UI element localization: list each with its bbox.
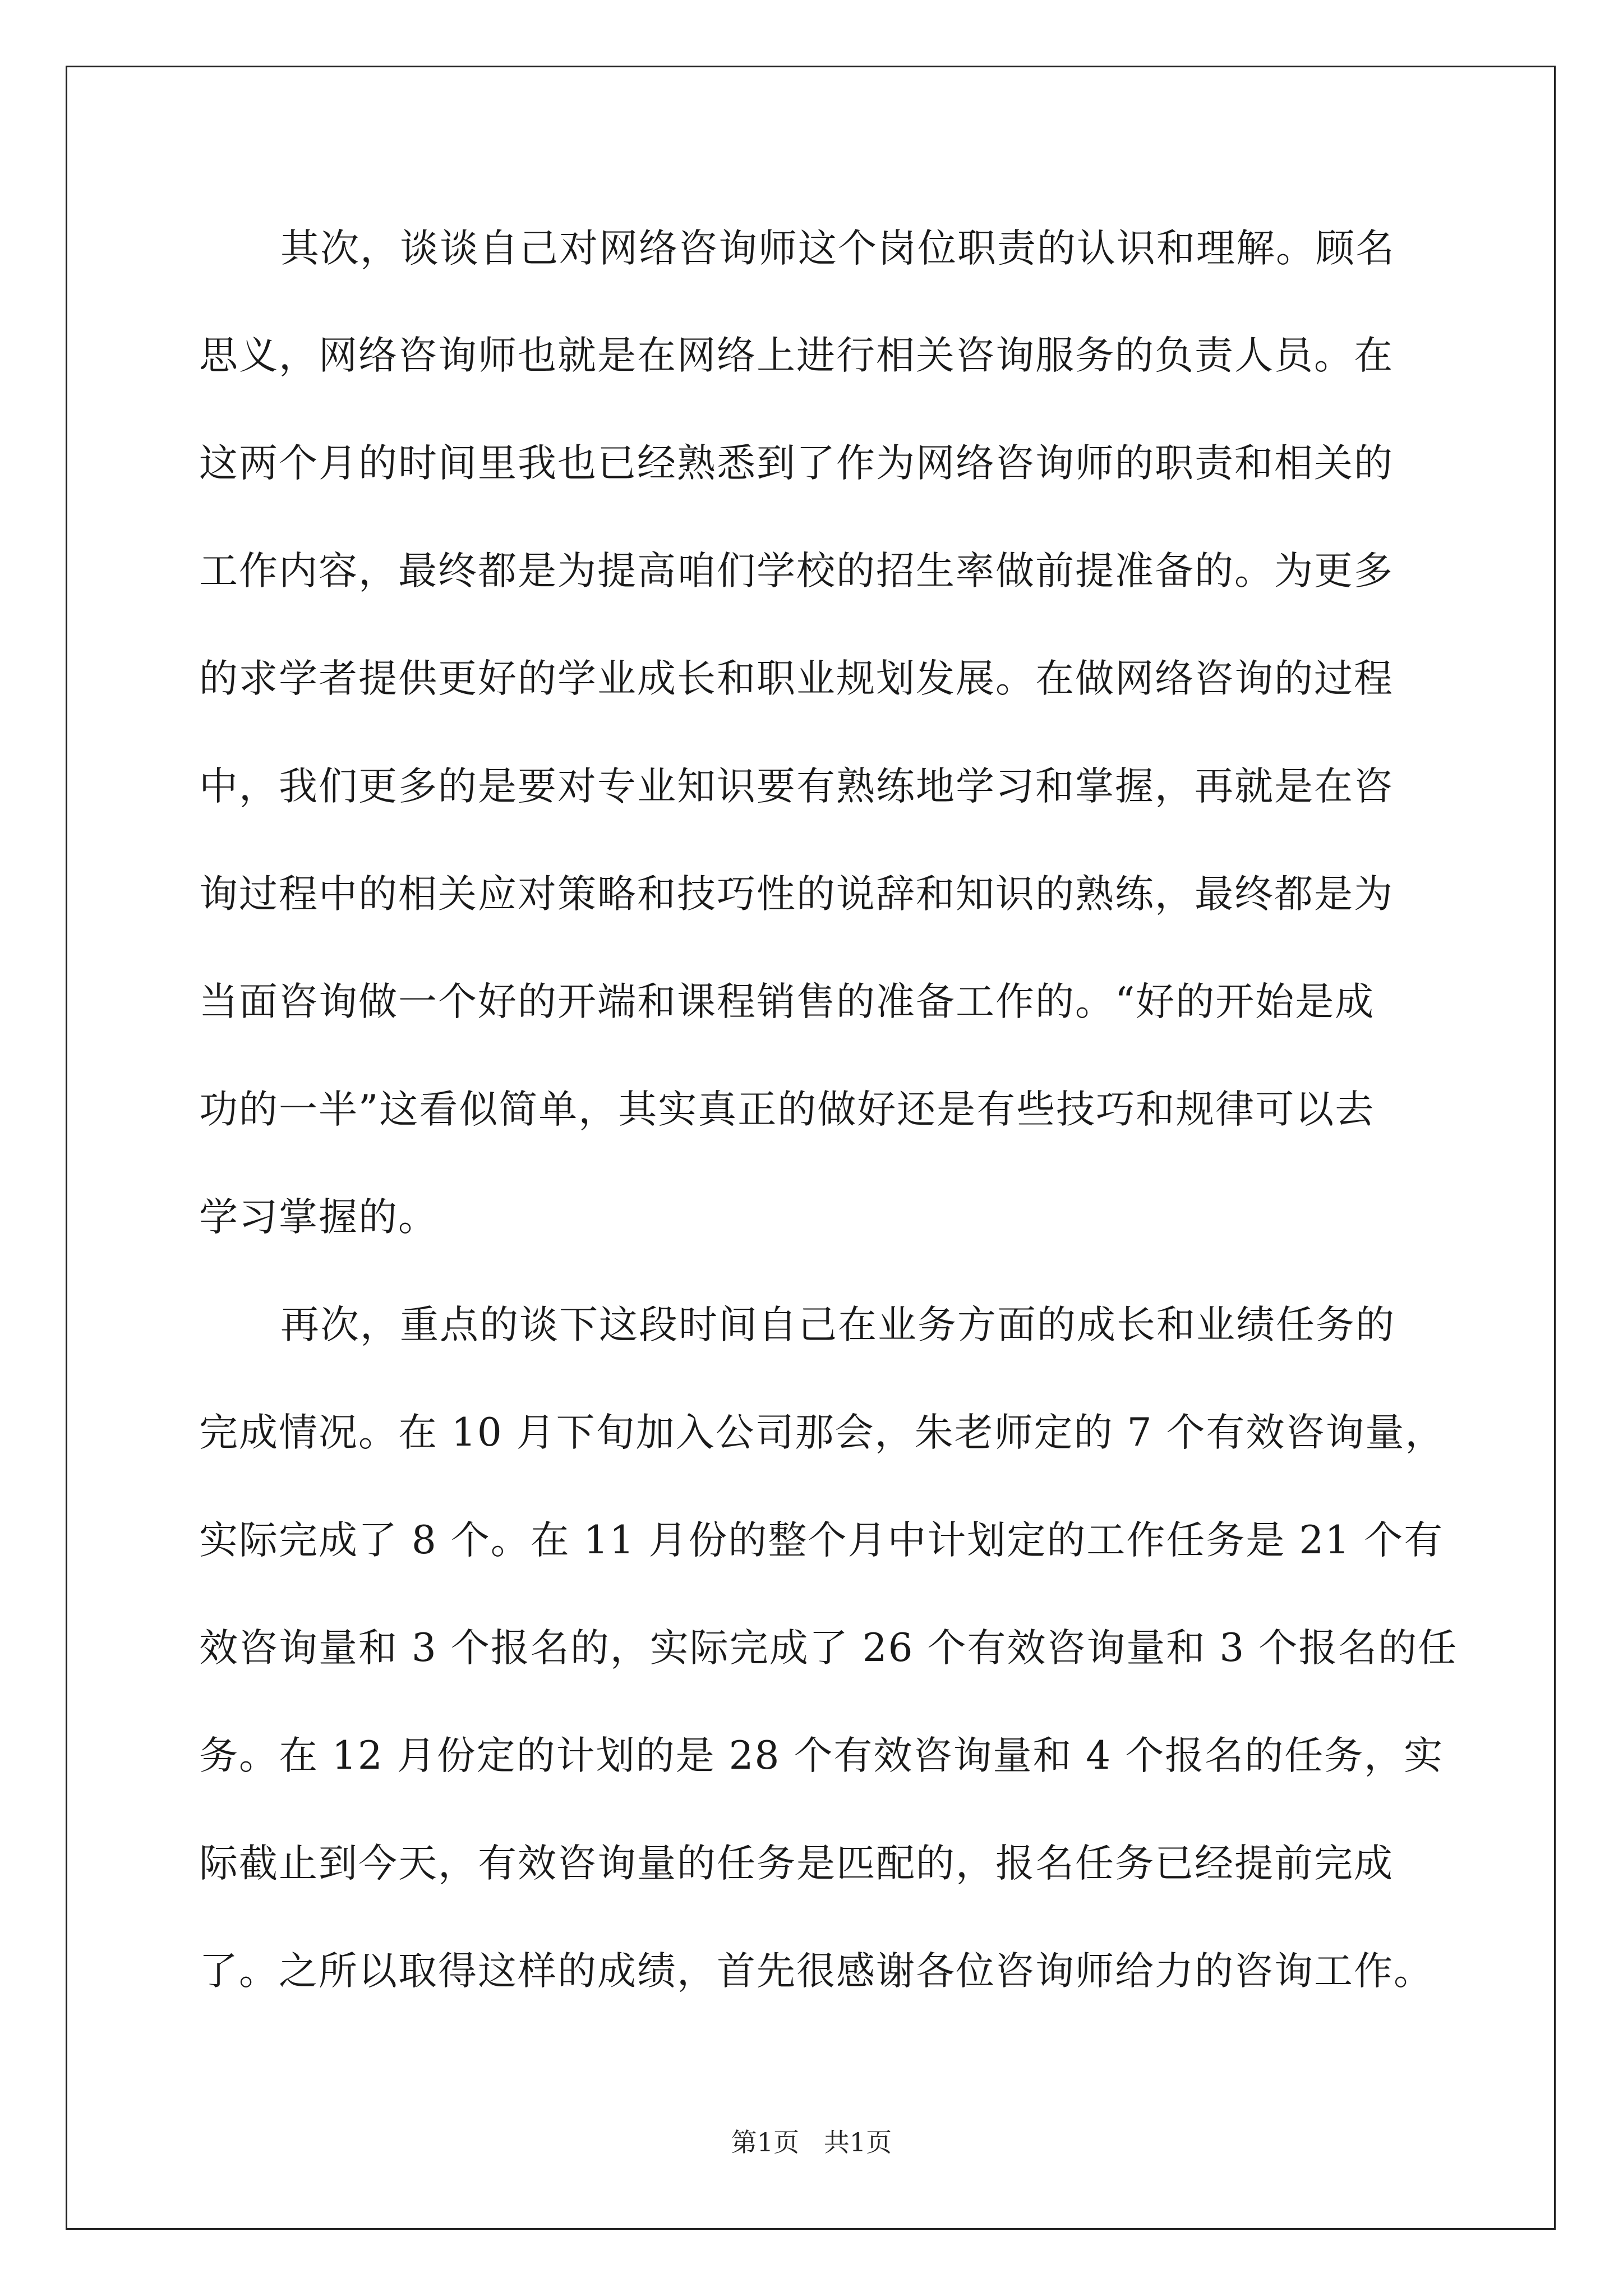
paragraph-1-line-9: 功的一半”这看似简单，其实真正的做好还是有些技巧和规律可以去 [199,1087,1375,1132]
paragraph-1-line-2: 思义，网络咨询师也就是在网络上进行相关咨询服务的负责人员。在 [199,333,1394,378]
paragraph-2-line-5: 务。在 12 月份定的计划的是 28 个有效咨询量和 4 个报名的任务，实 [199,1733,1444,1778]
page-border [66,66,1556,2230]
paragraph-1-line-10: 学习掌握的。 [199,1195,438,1240]
paragraph-1-line-7: 询过程中的相关应对策略和技巧性的说辞和知识的熟练，最终都是为 [199,872,1394,917]
paragraph-1-line-4: 工作内容，最终都是为提高咱们学校的招生率做前提准备的。为更多 [199,549,1394,593]
paragraph-1-line-1: 其次，谈谈自己对网络咨询师这个岗位职责的认识和理解。顾名 [280,226,1395,271]
paragraph-2-line-6: 际截止到今天，有效咨询量的任务是匹配的，报名任务已经提前完成 [199,1841,1394,1886]
paragraph-2-line-4: 效咨询量和 3 个报名的，实际完成了 26 个有效咨询量和 3 个报名的任 [199,1626,1458,1671]
paragraph-1-line-8: 当面咨询做一个好的开端和课程销售的准备工作的。“好的开始是成 [199,979,1375,1024]
page-number-footer: 第1页 共1页 [731,2127,892,2157]
paragraph-2-line-7: 了。之所以取得这样的成绩，首先很感谢各位咨询师给力的咨询工作。 [199,1949,1433,1994]
paragraph-2-line-3: 实际完成了 8 个。在 11 月份的整个月中计划定的工作任务是 21 个有 [199,1518,1444,1563]
paragraph-1-line-6: 中，我们更多的是要对专业知识要有熟练地学习和掌握，再就是在咨 [199,764,1394,809]
paragraph-1-line-5: 的求学者提供更好的学业成长和职业规划发展。在做网络咨询的过程 [199,656,1394,701]
paragraph-2-line-2: 完成情况。在 10 月下旬加入公司那会，朱老师定的 7 个有效咨询量， [199,1410,1445,1455]
paragraph-2-line-1: 再次，重点的谈下这段时间自己在业务方面的成长和业绩任务的 [280,1303,1395,1347]
paragraph-1-line-3: 这两个月的时间里我也已经熟悉到了作为网络咨询师的职责和相关的 [199,441,1394,486]
